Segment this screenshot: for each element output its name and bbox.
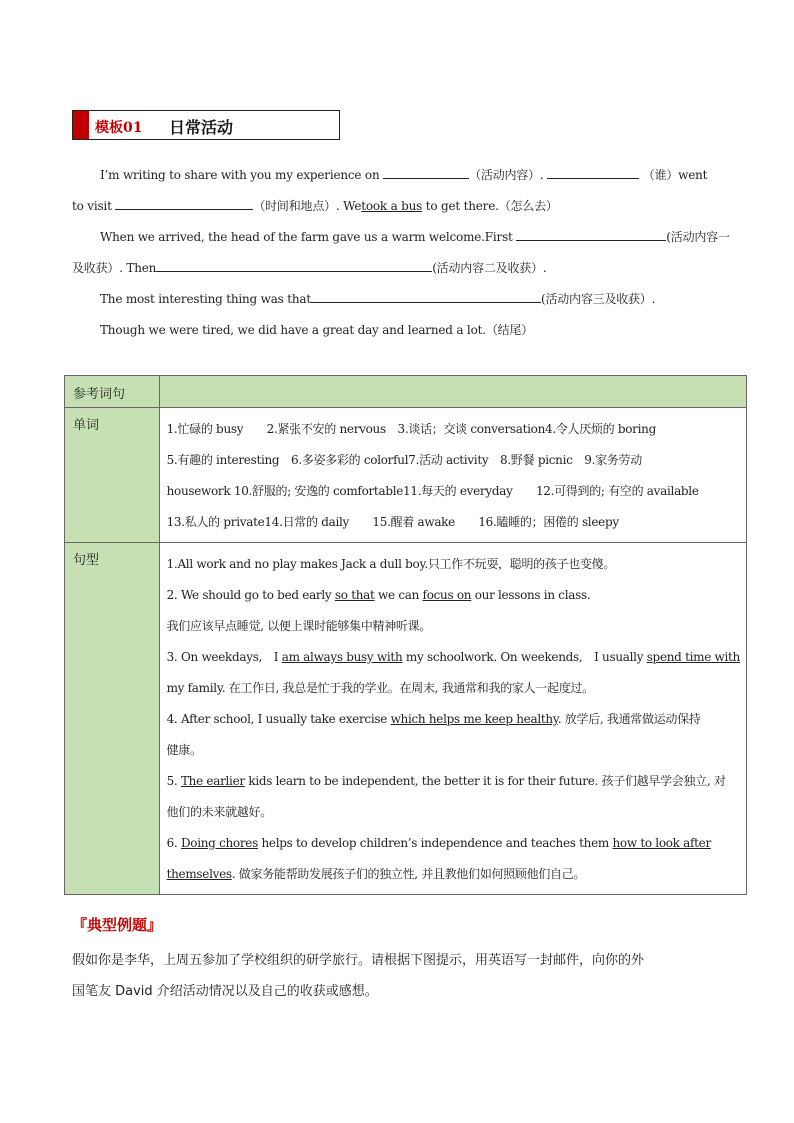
template-text: (活动内容二及收获）.: [432, 261, 547, 275]
sentence-line: my family. 在工作日, 我总是忙于我的学业。在周末, 我通常和我的家人一起度过。: [166, 681, 594, 695]
fill-blank[interactable]: [547, 166, 639, 179]
template-text: to get there.（怎么去）: [425, 199, 558, 213]
words-line: 5.有趣的 interesting 6.多姿多彩的 colorful7.活动 activity 8.野餐 picnic 9.家务劳动: [166, 453, 642, 467]
words-line: 13.私人的 private14.日常的 daily 15.醒着 awake 16.瞌睡的；困倦的 sleepy: [166, 515, 619, 529]
template-text: 及收获）. Then: [72, 261, 157, 275]
sentence-text: 6.: [166, 836, 178, 850]
template-line-4: [72, 259, 547, 276]
sentences-label: 句型: [65, 543, 160, 895]
sentence-line: [167, 580, 740, 611]
template-line-1: [100, 166, 707, 183]
sentence-text: 3. On weekdays, I: [166, 650, 279, 664]
sentence-text: we can: [378, 588, 420, 602]
module-name: 日常活动: [169, 118, 234, 137]
template-line-3: [100, 228, 730, 245]
sentence-text: 2. We should go to bed early: [166, 588, 332, 602]
sentence-text: 5.: [166, 774, 178, 788]
template-text: I’m writing to share with you my experience on: [100, 168, 380, 182]
sentence-text: kids learn to be independent, the better it is for their future. 孩子们越早学会独立, 对: [248, 774, 726, 788]
sentence-line: [167, 642, 740, 673]
words-content: [159, 408, 746, 543]
template-text: (活动内容三及收获）.: [540, 292, 656, 306]
template-text: （时间和地点）. We: [253, 199, 362, 213]
sentence-text: our lessons in class.: [474, 588, 591, 602]
sentence-underlined: The earlier: [180, 774, 245, 788]
reference-table: [64, 375, 747, 895]
sentence-underlined: how to look after: [612, 836, 711, 850]
sentence-text: . 放学后, 我通常做运动保持: [557, 712, 701, 726]
sentence-text: 4. After school, I usually take exercise: [166, 712, 388, 726]
sentence-underlined: which helps me keep healthy: [390, 712, 558, 726]
sentence-text: . 做家务能帮助发展孩子们的独立性, 并且教他们如何照顾他们自己。: [231, 867, 586, 881]
template-text: (活动内容一: [666, 230, 730, 244]
sentences-content: [159, 543, 746, 895]
fill-blank[interactable]: [311, 290, 541, 303]
fill-blank[interactable]: [383, 166, 469, 179]
sentence-text: my schoolwork. On weekends, I usually: [405, 650, 644, 664]
example-body: [72, 945, 752, 1007]
example-line: 国笔友 David 介绍活动情况以及自己的收获或感想。: [72, 984, 378, 999]
sentence-line: 他们的未来就越好。: [166, 805, 272, 819]
sentence-underlined: spend time with: [646, 650, 740, 664]
template-text: （活动内容）.: [469, 168, 544, 182]
template-text: Though we were tired, we did have a great day and learned a lot.（结尾）: [100, 323, 534, 337]
template-text: When we arrived, the head of the farm gave us a warm welcome.First: [100, 230, 513, 244]
words-line: 1.忙碌的 busy 2.紧张不安的 nervous 3.谈话；交谈 conversation4.令人厌烦的 boring: [166, 422, 656, 436]
words-line: housework 10.舒服的; 安逸的 comfortable11.每天的 everyday 12.可得到的; 有空的 available: [166, 484, 699, 498]
sentence-underlined: focus on: [422, 588, 472, 602]
module-tag: 模板01: [95, 120, 143, 136]
example-line: 假如你是李华，上周五参加了学校组织的研学旅行。请根据下图提示，用英语写一封邮件，向你的外: [72, 953, 645, 968]
sentence-line: [167, 859, 740, 890]
template-underlined-text: took a bus: [361, 199, 423, 213]
table-header-label: 参考词句: [65, 376, 160, 408]
sentence-underlined: Doing chores: [180, 836, 258, 850]
fill-blank[interactable]: [115, 197, 253, 210]
template-line-2: [72, 197, 558, 214]
sentence-line: 我们应该早点睡觉, 以便上课时能够集中精神听课。: [166, 619, 432, 633]
sentence-line: [167, 704, 740, 735]
sentence-line: [167, 828, 740, 859]
sentence-line: 健康。: [166, 743, 202, 757]
sentence-text: helps to develop children’s independence and teaches them: [261, 836, 609, 850]
template-text: The most interesting thing was that: [100, 292, 311, 306]
sentence-underlined: themselves: [166, 867, 232, 881]
template-line-5: [100, 290, 655, 307]
sentence-line: 1.All work and no play makes Jack a dull boy.只工作不玩耍，聪明的孩子也变傻。: [166, 557, 616, 571]
template-text: to visit: [72, 199, 112, 213]
sentence-underlined: am always busy with: [281, 650, 403, 664]
table-header-empty: [159, 376, 746, 408]
module-header-bar: [73, 111, 89, 139]
module-header: [72, 110, 340, 140]
fill-blank[interactable]: [156, 259, 432, 272]
table-header-row: [65, 376, 747, 408]
template-line-6: [100, 322, 533, 338]
words-label: 单词: [65, 408, 160, 543]
example-title: 『典型例题』: [72, 916, 163, 934]
sentence-underlined: so that: [334, 588, 375, 602]
words-row: [65, 408, 747, 543]
fill-blank[interactable]: [516, 228, 666, 241]
template-text: （谁）went: [642, 168, 708, 182]
sentences-row: [65, 543, 747, 895]
sentence-line: [167, 766, 740, 797]
